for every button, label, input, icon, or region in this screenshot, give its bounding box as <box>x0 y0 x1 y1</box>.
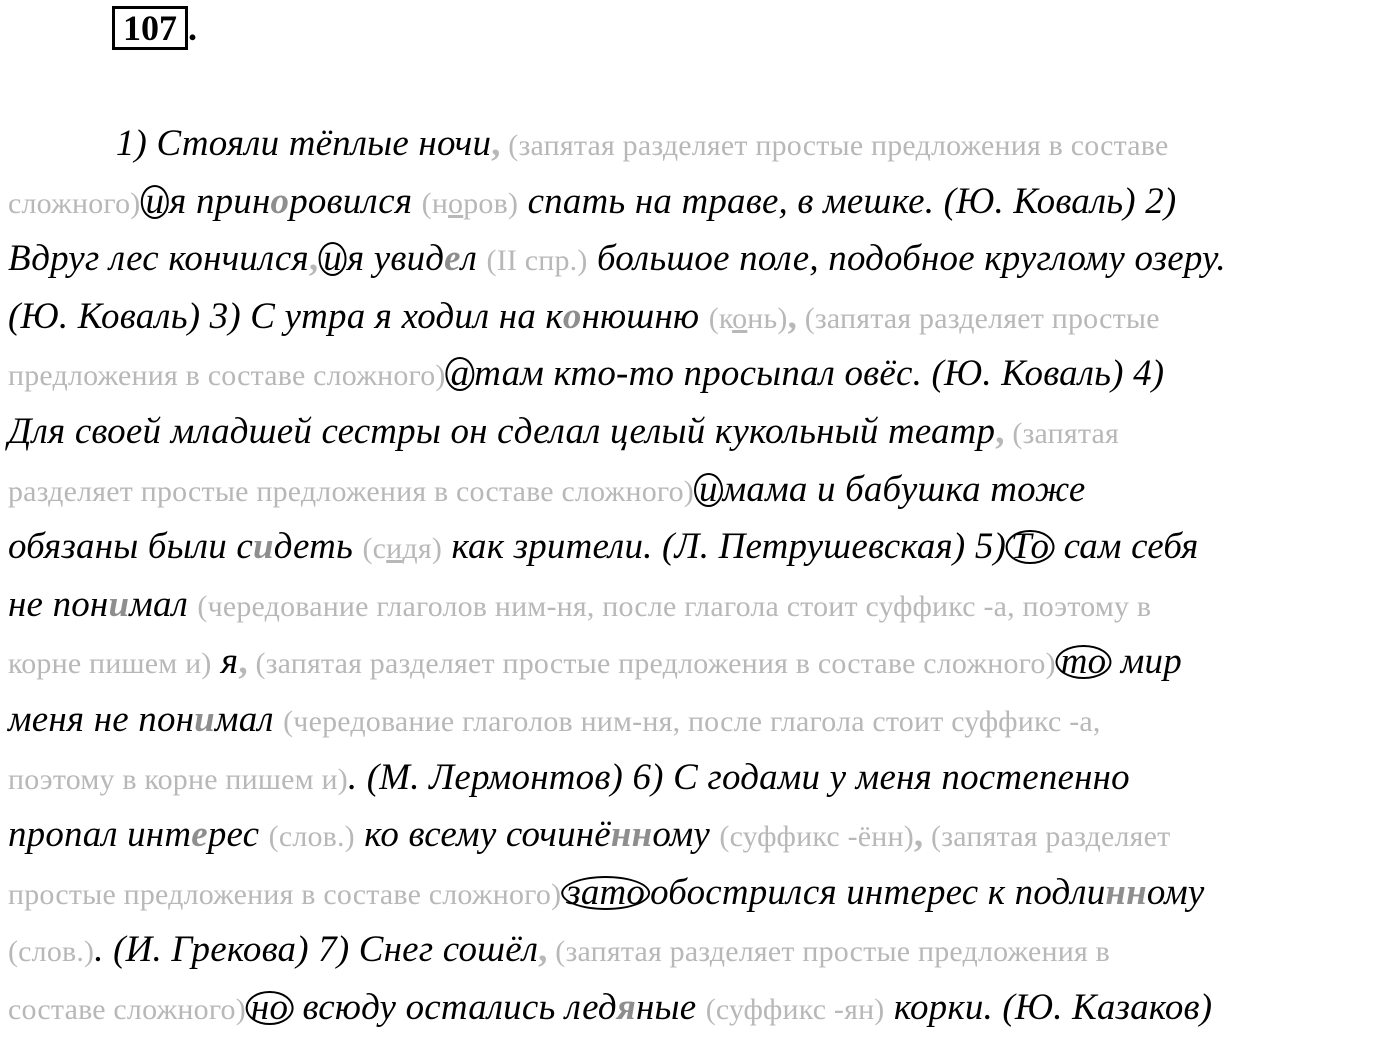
gray-note: (запятая разделяет простые предложения в составе <box>500 129 1169 162</box>
sentence-fragment: пропал инт <box>8 814 192 856</box>
sentence-fragment: как зрители. (Л. Петрушевская) 5) <box>442 526 1007 568</box>
sentence-fragment: ко всему сочинё <box>354 814 611 856</box>
circled-conjunction: но <box>246 991 293 1025</box>
underlined-letter: о <box>732 301 748 335</box>
text-line <box>8 807 1396 865</box>
sentence-fragment: там кто-то просыпал овёс. (Ю. Коваль) 4) <box>474 353 1165 395</box>
gray-note: (чередование глаголов ним-ня, после глагола стоит суффикс -а, поэтому в <box>197 589 1152 623</box>
highlighted-comma: , <box>308 238 319 280</box>
circled-conjunction: зато <box>561 876 650 910</box>
circled-conjunction: а <box>446 357 475 391</box>
text-line <box>8 922 1396 980</box>
exercise-number <box>112 6 197 50</box>
gray-note: (запятая разделяет простые предложения в <box>547 935 1111 969</box>
text-line <box>8 980 1396 1038</box>
sentence-fragment: я <box>211 641 239 683</box>
highlighted-letter: и <box>252 526 274 568</box>
sentence-fragment: Для своей младшей сестры он сделал целый кукольный театр <box>8 410 996 452</box>
gray-note: поэтому в корне пишем и) <box>8 762 348 796</box>
highlighted-letter: я <box>616 986 636 1028</box>
sentence-fragment: л <box>460 238 487 280</box>
highlighted-letter: и <box>194 698 215 740</box>
highlighted-letter: е <box>191 814 208 856</box>
sentence-fragment: ому <box>652 814 720 856</box>
text-line <box>8 577 1396 635</box>
circled-conjunction: и <box>140 185 169 219</box>
gray-note: сложного) <box>8 186 141 220</box>
highlighted-comma: , <box>913 814 924 856</box>
sentence-fragment: нюшню <box>581 295 709 337</box>
sentence-fragment: 1) Стояли тёплые ночи <box>115 123 492 164</box>
highlighted-comma: , <box>995 410 1005 452</box>
exercise-text <box>8 116 1398 1038</box>
gray-note: простые предложения в составе сложного) <box>8 877 562 911</box>
gray-note: (II спр.) <box>486 244 588 278</box>
sentence-fragment: деть <box>273 526 363 568</box>
highlighted-comma: , <box>538 929 548 971</box>
underlined-letter: о <box>448 186 464 220</box>
gray-note: (с <box>362 532 387 566</box>
sentence-fragment: не пон <box>8 583 109 625</box>
gray-note: (суффикс -ян) <box>705 992 885 1026</box>
text-line <box>8 692 1396 750</box>
text-line <box>8 289 1396 347</box>
sentence-fragment: рес <box>207 814 269 856</box>
gray-note: корне пишем и) <box>8 647 212 681</box>
gray-note: предложения в составе сложного) <box>8 359 446 393</box>
sentence-fragment: мир <box>1111 641 1182 683</box>
sentence-fragment: большое поле, подобное круглому озеру. <box>587 238 1226 280</box>
text-line <box>8 404 1396 462</box>
gray-note: дя) <box>402 532 443 566</box>
sentence-fragment: я прин <box>169 180 271 222</box>
highlighted-letter: нн <box>610 814 653 856</box>
highlighted-letter: нн <box>1105 871 1147 913</box>
sentence-fragment: сам себя <box>1054 526 1199 568</box>
gray-note: (запятая разделяет <box>923 820 1171 854</box>
sentence-fragment: Вдруг лес кончился <box>8 238 309 280</box>
gray-note: (запятая разделяет простые <box>797 301 1160 335</box>
highlighted-comma: , <box>787 295 798 337</box>
highlighted-letter: о <box>562 295 582 337</box>
sentence-fragment: ровился <box>289 180 422 222</box>
gray-note: (суффикс -ённ) <box>719 820 914 854</box>
sentence-fragment: . (И. Грекова) 7) Снег сошёл <box>94 929 539 971</box>
gray-note: разделяет простые предложения в составе сложного) <box>8 474 694 508</box>
highlighted-letter: е <box>444 238 461 280</box>
circled-conjunction: и <box>694 473 723 507</box>
exercise-number-dot: . <box>188 8 197 48</box>
sentence-fragment: я увид <box>346 238 445 280</box>
sentence-fragment: корки. (Ю. Казаков) <box>884 986 1213 1028</box>
exercise-number-box: 107 <box>112 6 188 50</box>
text-line <box>8 346 1396 404</box>
gray-note: (запятая <box>1004 416 1119 450</box>
sentence-fragment: мал <box>214 698 284 740</box>
gray-note: (н <box>421 186 449 220</box>
gray-note: (к <box>708 301 733 335</box>
text-line <box>8 865 1396 923</box>
sentence-fragment: всюду остались лед <box>293 986 617 1028</box>
gray-note: нь) <box>747 301 788 335</box>
gray-note: (слов.) <box>8 935 95 969</box>
text-line <box>8 231 1396 289</box>
sentence-fragment: ому <box>1146 871 1205 913</box>
gray-note: (запятая разделяет простые предложения в составе сложного) <box>247 647 1056 681</box>
highlighted-comma: , <box>238 641 248 683</box>
sentence-fragment: меня не пон <box>8 698 195 740</box>
text-line <box>8 462 1396 520</box>
highlighted-comma: , <box>491 123 501 164</box>
text-line <box>8 750 1396 808</box>
gray-note: (слов.) <box>268 820 355 854</box>
highlighted-letter: и <box>108 583 130 625</box>
sentence-fragment: (Ю. Коваль) 3) С утра я ходил на к <box>8 295 563 337</box>
gray-note: ров) <box>463 186 519 220</box>
sentence-fragment: мама и бабушка тоже <box>722 468 1086 510</box>
circled-conjunction: То <box>1006 530 1054 564</box>
sentence-fragment: спать на траве, в мешке. (Ю. Коваль) 2) <box>518 180 1177 222</box>
underlined-letter: и <box>386 532 403 566</box>
highlighted-letter: о <box>270 180 290 222</box>
sentence-fragment: . (М. Лермонтов) 6) С годами у меня постепенно <box>347 756 1130 798</box>
sentence-fragment: обострился интерес к подли <box>650 871 1106 913</box>
circled-conjunction: то <box>1056 645 1112 679</box>
sentence-fragment: ные <box>635 986 706 1028</box>
gray-note: составе сложного) <box>8 992 246 1026</box>
sentence-fragment: мал <box>129 583 198 625</box>
circled-conjunction: и <box>318 242 347 276</box>
text-line <box>8 116 1396 174</box>
text-line <box>8 519 1396 577</box>
text-line <box>8 634 1396 692</box>
text-line <box>8 174 1396 232</box>
sentence-fragment: обязаны были с <box>8 526 253 568</box>
gray-note: (чередование глаголов ним-ня, после глагола стоит суффикс -а, <box>283 704 1101 738</box>
